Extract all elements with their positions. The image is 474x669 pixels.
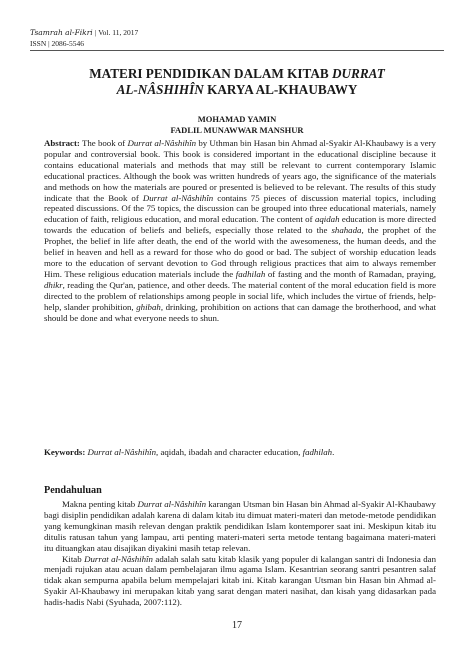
author-name: FADLIL MUNAWWAR MANSHUR <box>170 125 304 135</box>
abstract-label: Abstract: <box>44 138 80 148</box>
header-rule <box>30 50 444 51</box>
abstract-italic: dhikr <box>44 279 63 290</box>
author-name: MOHAMAD YAMIN <box>197 114 277 124</box>
keyword-italic: Durrat al-Nâshihîn <box>85 447 157 457</box>
keywords-label: Keywords: <box>44 447 86 457</box>
journal-name: Tsamrah al-Fikri <box>30 28 93 37</box>
title-italic-1: DURRAT <box>332 66 385 81</box>
abstract-text: by Uthman bin Hasan bin Ahmad al-Syakir Al-Khaubawy is a very popular and controversial book. This book is considered important in the educational discipline because it contains educational materials and methods that may still be relevant to current contemporary Islamic educational practices. Although the book was written hundreds of years ago, the significance of the materials and methods on how the materials are poured or presented is believed to be relevant. The results of this study indicate that the Book of <box>44 138 436 203</box>
section-body <box>44 499 436 608</box>
title-text-1: MATERI PENDIDIKAN DALAM KITAB <box>89 66 332 81</box>
title-text-2: KARYA AL-KHAUBAWY <box>203 82 358 97</box>
keyword-text: . <box>332 447 335 457</box>
body-text: karangan Utsman bin Hasan bin Ahmad al-Syakir Al-Khaubawy bagi disiplin pendidikan adalah karena di dalam kitab itu dimuat materi-materi dan metode-metode pendidikan yang kemungkinan masih relevan dengan praktik pendidikan Islam kontemporer saat ini. Meskipun kitab itu ditulis ratusan tahun yang lampau, arti penting materi-materi serta metode tentang bagaimana materi-materi itu dituangkan atau disajikan diyakini masih tetap relevan. <box>44 499 436 553</box>
body-italic: Durrat al-Nâshihîn <box>137 499 206 509</box>
keyword-italic: fadhilah <box>302 447 333 457</box>
title-italic-2: AL-NÂSHIHÎN <box>116 82 204 97</box>
journal-issn: ISSN | 2086-5546 <box>30 39 85 48</box>
abstract-italic: Durrat al-Nâshihîn <box>127 138 197 148</box>
running-header <box>30 27 444 49</box>
abstract-italic: ghibah <box>136 301 161 312</box>
abstract-text: contains 75 pieces of discussion material topics, including repeated discussions. Of the 75 topics, the discussion can be grouped into three educational materials, namely education of faith, religious education, and moral education. The content of <box>44 192 436 225</box>
abstract-text: , the prophet of the Prophet, the belief in life after death, the end of the world with the awesomeness, the human deeds, and the belief in heaven and hell as a reward for those who do good or bad. The subject of worship education leads more to the education of servant devotion to God through religious practices that aim to always remember Him. These religious education materials include the <box>44 225 436 279</box>
page-number: 17 <box>232 620 242 631</box>
abstract-text: , reading the Qur'an, patience, and other deeds. The material content of the moral education field is more directed to the problem of relationships among people in social life, which includes the virtue of friends, help-help, slander prohibition, <box>44 279 436 312</box>
body-italic: Durrat al-Nâshihîn <box>84 553 153 564</box>
keywords <box>44 447 436 458</box>
paper-title <box>30 66 444 98</box>
header-separator: | <box>94 28 97 37</box>
body-text: Makna penting kitab <box>62 499 138 509</box>
section-heading: Pendahuluan <box>44 485 102 496</box>
abstract-italic: Durrat al-Nâshihîn <box>142 192 214 203</box>
paragraph <box>44 499 436 554</box>
keyword-text: , aqidah, ibadah and character education, <box>156 447 303 457</box>
abstract <box>44 138 436 323</box>
abstract-italic: fadhilah <box>235 268 266 279</box>
journal-volume: Vol. 11, 2017 <box>98 28 139 37</box>
abstract-italic: shahada <box>331 225 362 236</box>
abstract-text: education is more directed towards the education of beliefs and beliefs, especially those related to the <box>44 214 436 236</box>
body-text: adalah salah satu kitab klasik yang populer di kalangan santri di Indonesia dan menjadi rujukan atau acuan dalam pembelajaran ilmu agama Islam. Kesantrian seorang santri pesantren salaf tidak akan sempurna apabila belum mempelajari kitab ini. Kitab karangan Utsman bin Hasan bin Ahmad al-Syakir Al-Khaubawy ini merupakan kitab yang sarat dengan materi nasihat, dan kisah yang didasarkan pada hadis-hadis Nabi (Syuhada, 2007:112). <box>44 553 436 608</box>
abstract-text: , drinking, prohibition on actions that can damage the brotherhood, and what should be done and what everyone needs to shun. <box>44 301 436 323</box>
paragraph <box>44 554 436 609</box>
body-text: Kitab <box>62 553 85 564</box>
abstract-italic: aqidah <box>314 214 340 225</box>
abstract-text: of fasting and the month of Ramadan, praying, <box>265 268 436 279</box>
abstract-text: The book of <box>79 138 128 148</box>
author-list <box>30 114 444 136</box>
